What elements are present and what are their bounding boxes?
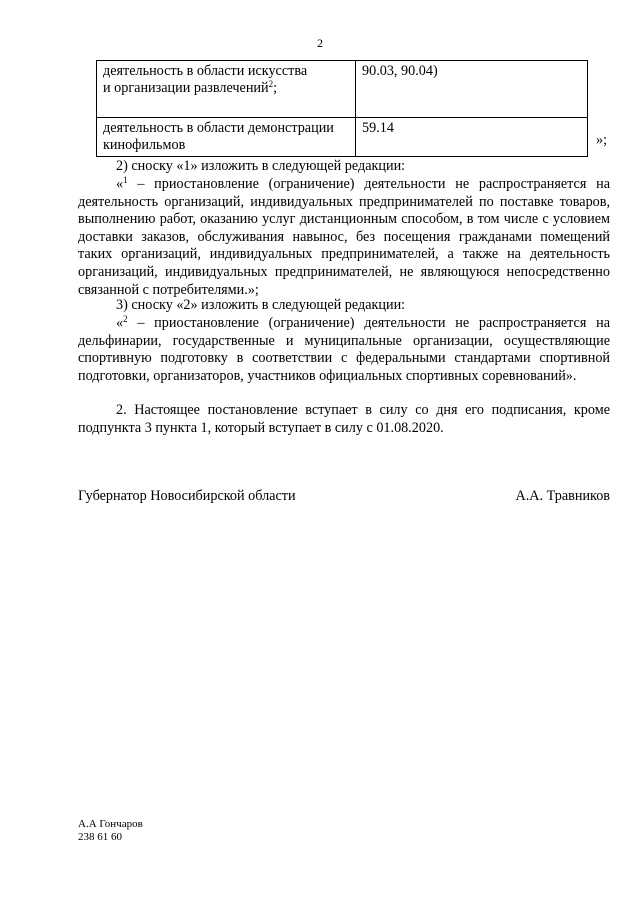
codes-cell: 90.03, 90.04) [356, 61, 588, 118]
footer-phone: 238 61 60 [78, 831, 122, 843]
activity-text: и организации развлечений [103, 80, 269, 96]
footnote-mark: 2 [268, 79, 274, 89]
paragraph-footnote1-heading: 2) сноску «1» изложить в следующей редакции: [116, 158, 406, 174]
signature-name: А.А. Травников [515, 488, 610, 504]
table-row [97, 61, 588, 118]
activity-cell [97, 61, 356, 118]
footnote-mark: 1 [123, 175, 128, 185]
codes-cell: 59.14 [356, 118, 588, 157]
footnote2-body: – приостановление (ограничение) деятельности не распространяется на дельфинарии, государственные и муниципальные организации, осуществляющие спортивную подготовку в соответствии с федеральными стандартами спортивной подготовки, организаторов, участников официальных спортивных соревнований». [78, 315, 610, 384]
paragraph-footnote2-heading: 3) сноску «2» изложить в следующей редакции: [116, 297, 406, 313]
page-number: 2 [317, 36, 323, 50]
paragraph-effective-date: 2. Настоящее постановление вступает в силу со дня его подписания, кроме подпункта 3 пункта 1, который вступает в силу с 01.08.2020. [78, 402, 610, 436]
activity-table [96, 60, 588, 157]
open-quote: « [116, 315, 124, 331]
activity-cell [97, 118, 356, 157]
table-row [97, 118, 588, 157]
paragraph-footnote2-text [78, 315, 610, 385]
footnote1-body: – приостановление (ограничение) деятельности не распространяется на деятельность организаций, индивидуальных предпринимателей по поставке товаров, выполнению работ, оказанию услуг дистанционным способом, в том числе с условием доставки заказов, обслуживания навынос, без посещения гражданами помещений таких организаций, индивидуальных предпринимателей, а также на деятельность организаций, индивидуальных предпринимателей, не являющуюся непосредственно связанной с потребителями.»; [78, 176, 610, 298]
footer-author: А.А Гончаров [78, 818, 143, 830]
activity-suffix: ; [273, 80, 278, 96]
activity-text: деятельность в области демонстрации [103, 120, 334, 136]
paragraph-footnote1-text [78, 176, 610, 299]
signature-position: Губернатор Новосибирской области [78, 488, 296, 504]
table-closing-quote: »; [596, 132, 608, 148]
open-quote: « [116, 176, 124, 192]
footnote-mark: 2 [123, 314, 128, 324]
activity-text: кинофильмов [103, 137, 186, 153]
activity-text: деятельность в области искусства [103, 63, 308, 79]
